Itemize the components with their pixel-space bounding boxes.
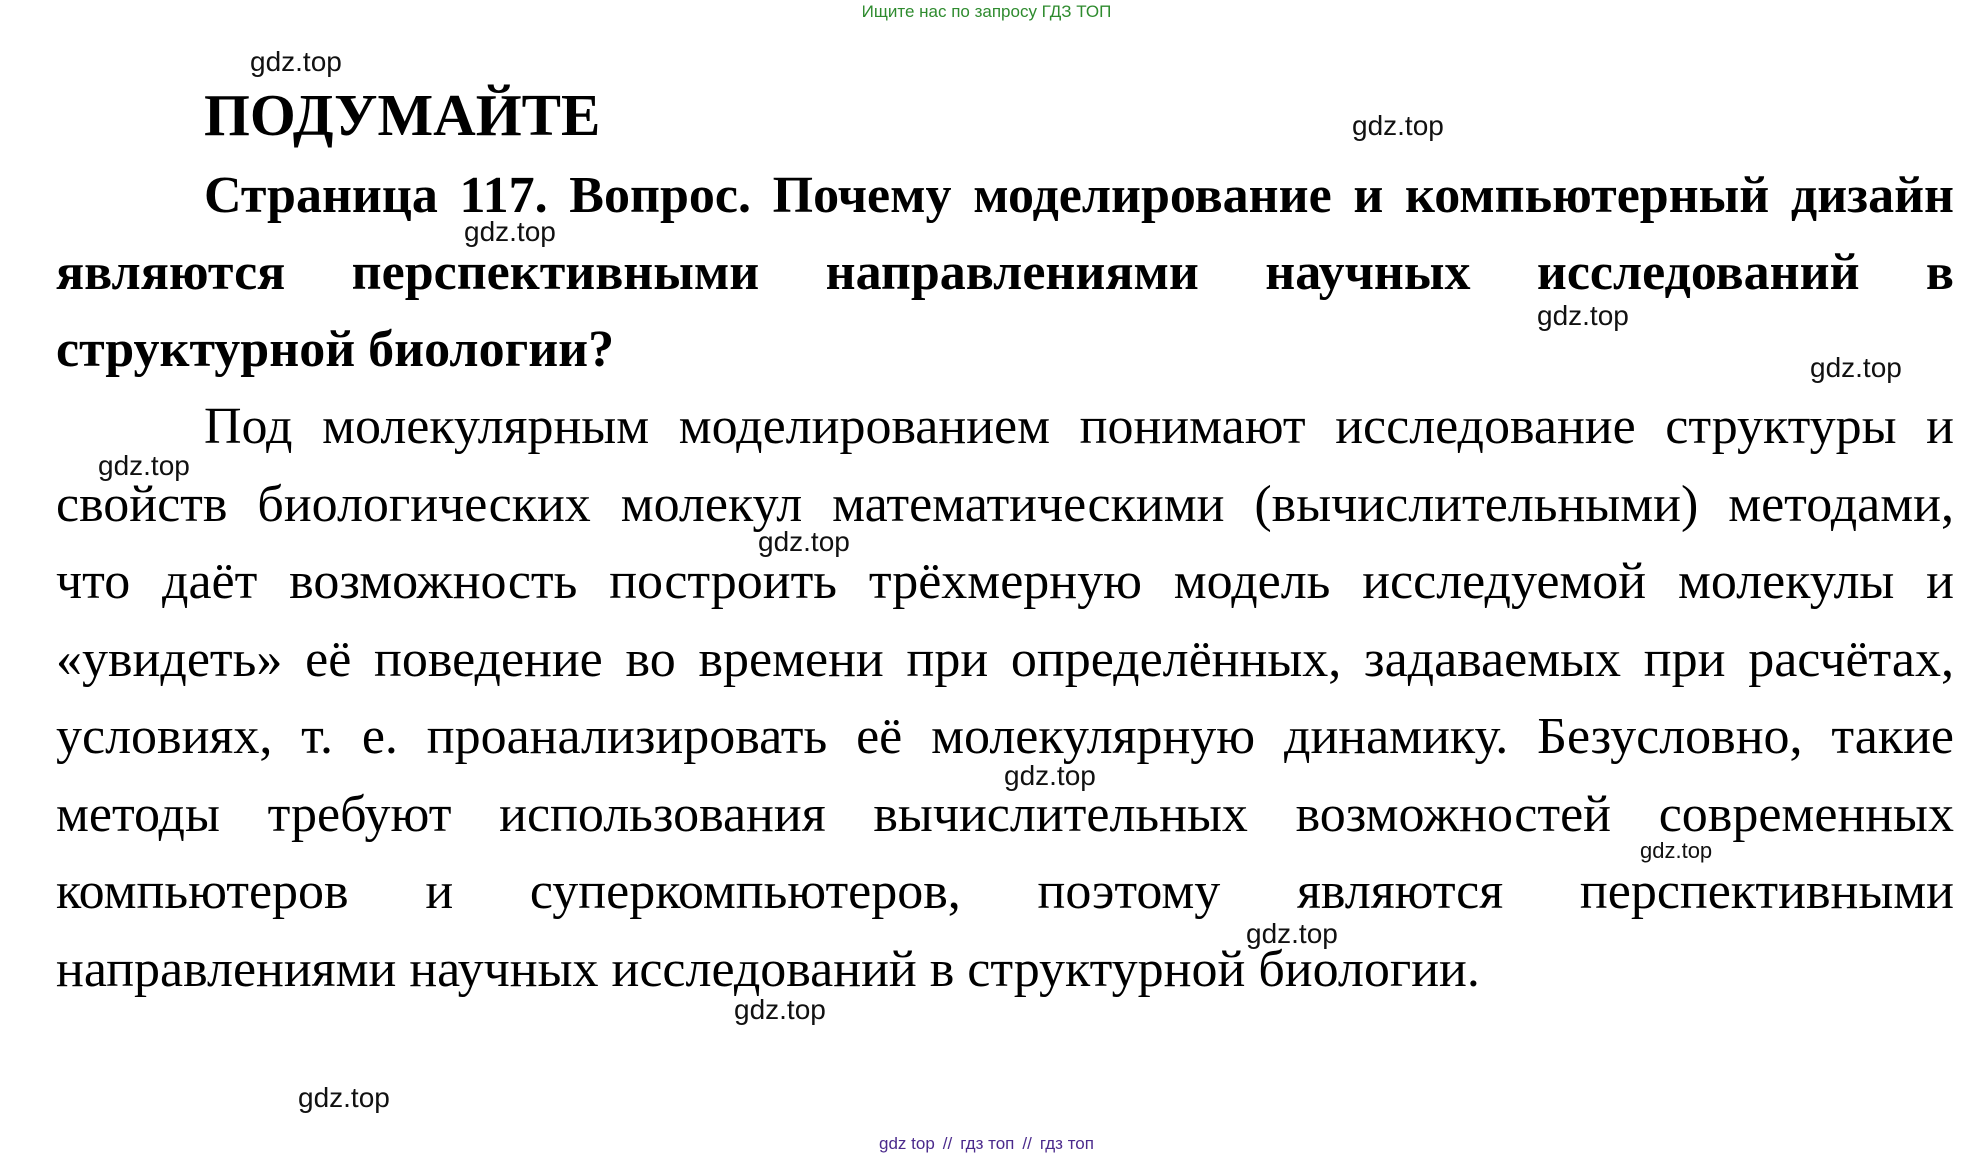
footer-links (0, 1134, 1973, 1154)
watermark: gdz.top (1537, 300, 1629, 331)
section-heading: ПОДУМАЙТЕ (204, 82, 601, 148)
watermark: gdz.top (298, 1082, 390, 1113)
watermark: gdz.top (758, 526, 850, 557)
footer-separator: // (942, 1134, 953, 1153)
watermark: gdz.top (1810, 352, 1902, 383)
question-text: Страница 117. Вопрос. Почему моделирование и компьютерный дизайн являются перспективными направлениями научных исследований в структурной биологии? (56, 167, 1954, 378)
footer-separator: // (1022, 1134, 1032, 1153)
top-banner: Ищите нас по запросу ГДЗ ТОП (861, 2, 1112, 21)
watermark: gdz.top (250, 46, 342, 77)
footer-link[interactable]: гдз топ (960, 1134, 1015, 1153)
watermark: gdz.top (464, 216, 556, 247)
watermark: gdz.top (1352, 110, 1444, 141)
watermark: gdz.top (98, 450, 190, 481)
answer-text: Под молекулярным моделированием понимают исследование структуры и свойств биологических молекул математическими (вычислительными) методами, что даёт возможность построить трёхмерную модель исследуемой молекулы и «увидеть» её поведение во времени при определённых, задаваемых при расчётах, условиях, т. е. проанализировать её молекулярную динамику. Безусловно, такие методы требуют использования вычислительных возможностей современных компьютеров и суперкомпьютеров, поэтому являются перспективными направлениями научных исследований в структурной биологии. (56, 398, 1954, 998)
watermark: gdz.top (1640, 838, 1713, 863)
footer-link[interactable]: гдз топ (1039, 1134, 1094, 1153)
footer-link[interactable]: gdz top (879, 1134, 935, 1153)
watermark: gdz.top (1246, 918, 1338, 949)
watermark: gdz.top (734, 994, 826, 1025)
watermark: gdz.top (1004, 760, 1096, 791)
